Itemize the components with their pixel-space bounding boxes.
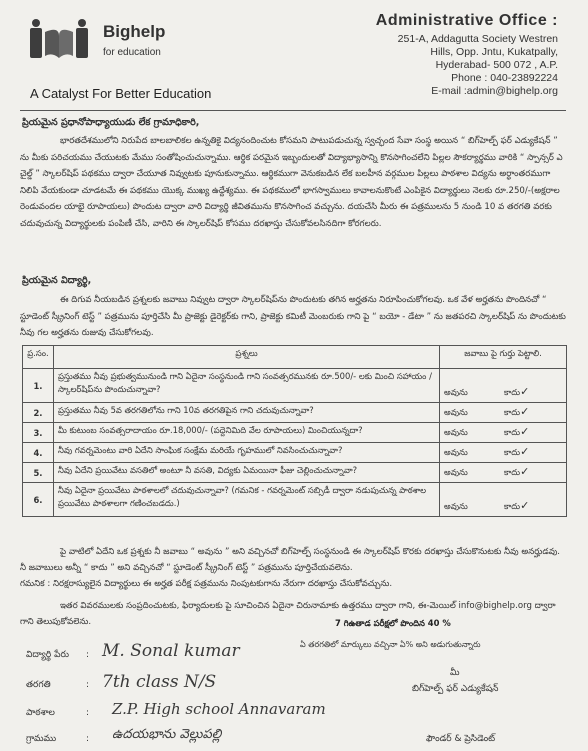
class-label: తరగతి xyxy=(26,680,51,690)
column-header-number: ప్ర.సం. xyxy=(23,346,54,369)
village-label: గ్రామము xyxy=(26,734,57,744)
answer-no-option[interactable]: కాదు xyxy=(504,427,521,437)
table-row xyxy=(23,369,567,403)
salutation-student: ప్రియమైన విద్యార్థి, xyxy=(22,275,92,286)
school-field: పాఠశాల : xyxy=(26,708,90,718)
checkmark-icon: ✓ xyxy=(520,465,530,478)
question-number: 1. xyxy=(23,369,54,403)
answer-options xyxy=(440,443,567,463)
signature-yours: మీ xyxy=(450,668,460,678)
checkmark-icon: ✓ xyxy=(520,499,530,512)
class-field: తరగతి : xyxy=(26,680,90,690)
question-number: 5. xyxy=(23,463,54,483)
question-text: మీ కుటుంబ సంవత్సరాదాయం రూ.18,000/- (పద్దెనిమిది వేల రూపాయలు) మించియున్నదా? xyxy=(54,423,440,443)
illiterate-note: గమనిక : నిరక్షరాస్యులైన విద్యార్థులు ఈ అర్హత పరీక్ష పత్రమును నింపుటకుగాను నేరుగా దరఖాస్తు చేసుకోవచ్చును. xyxy=(20,579,393,589)
office-address-line: Hills, Opp. Jntu, Kukatpally, xyxy=(430,46,558,58)
answer-yes-option[interactable]: అవును xyxy=(444,427,468,437)
salutation-headmaster: ప్రియమైన ప్రధానోపాధ్యాయుడు లేక గ్రామాధికారి, xyxy=(22,117,200,128)
signature-title: ఫౌండర్ & ప్రెసిడెంట్ xyxy=(426,734,496,744)
column-header-answer: జవాబు పై గుర్తు పెట్టాలి. xyxy=(440,346,567,369)
class-value: 7th class N/S xyxy=(102,672,217,692)
margin-handwritten-note: ఏ తరగతిలో మార్కులు వచ్చినా ఏ% అని అడుగుతున్నారు xyxy=(300,640,481,649)
answer-no-option[interactable]: కాదు xyxy=(504,467,521,477)
office-address-block xyxy=(376,12,558,98)
answer-yes-option[interactable]: అవును xyxy=(444,387,468,397)
table-header-row xyxy=(23,346,567,369)
bighelp-logo-icon xyxy=(28,18,90,62)
table-row xyxy=(23,463,567,483)
brand-subtitle: for education xyxy=(103,47,161,58)
table-row xyxy=(23,443,567,463)
answer-options xyxy=(440,369,567,403)
screening-questions-table xyxy=(22,345,567,517)
student-paragraph: ఈ దిగువ నీయబడిన ప్రశ్నలకు జవాబు నివ్వుట ద్వారా స్కాలర్‌షిప్‌ను పొందుటకు తగిన అర్హతను నిరూపించుకోగలవు. ఒక వేళ అర్హతను పొందినచో “ స్టూడెంట్ స్క్రీనింగ్ టెస్ట్ ” పత్రమును పూర్తిచేసి మీ ప్రాజెక్టు డైరెక్టర్‌కు గాని, ప్రాజెక్టు కమిటీ మెంబరుకు గాని పై “ బయో - డేటా ” ను జతపరచి స్కాలర్‌షిప్ ను పొందుటకు నీవు గల అర్హతను రుజువు చేసుకోగలవు. xyxy=(20,295,566,338)
office-address-line: 251-A, Addagutta Society Westren xyxy=(397,33,558,45)
brand-name: Bighelp xyxy=(103,22,166,41)
student-name-value: M. Sonal kumar xyxy=(102,641,240,661)
intro-paragraph: భారతదేశములోని నిరుపేద బాలబాలికల ఉన్నతికై విద్యనందించుట కోసమని పాటుపడుచున్న స్వచ్ఛంద సేవా సంస్థ అయిన “ బిగ్‌హెల్ప్ ఫర్ ఎడ్యుకేషన్ ” ను మీకు పరిచయము చేయుటకు మేము సంతోషించుచున్నాము. ఆర్థిక పరమైన ఇబ్బందులతో విద్యాభ్యాసాన్ని కొనసాగించలేని పిల్లల సౌకర్యార్థము వారికి “ స్పాన్సర్ ఎ చైల్డ్ ” స్కాలర్‌షిప్ పథకము ద్వారా చేయూత నివ్వుటకు పూనుకున్నాము. ఆర్థికముగా వెనుకబడిన లేక బలహీన వర్గముల పిల్లలు పాఠశాల విద్యను అర్ధాంతరముగా నిలిపి వేయకుండా చూడటమే ఈ పథకము యొక్క ముఖ్య ఉద్దేశ్యము. ఈ పథకములో భాగస్వాములు కావాలనుకొంటే ఎంపికైన విద్యార్థులు నెలకు రూ.250/-(అక్షరాల రెండువందల యాభై రూపాయలు) పొందుట ద్వారా వారి విద్యార్థి జీవితమును కొనసాగించ వచ్చును. దయచేసి మీరు ఈ పత్రములను 5 నుండి 10 వ తరగతి వరకు చదువుచున్న విద్యార్థులకు పంపిణీ చేసి, వారిని ఈ స్కాలర్‌షిప్ కోసము దరఖాస్తు చేసుకోవలసినదిగా కోరగలరు. xyxy=(20,136,563,229)
question-number: 2. xyxy=(23,403,54,423)
checkmark-icon: ✓ xyxy=(520,445,530,458)
office-email: E-mail :admin@bighelp.org xyxy=(431,85,558,97)
answer-no-option[interactable]: కాదు xyxy=(504,407,521,417)
answer-yes-option[interactable]: అవును xyxy=(444,447,468,457)
checkmark-icon: ✓ xyxy=(520,385,530,398)
student-name-label: విద్యార్థి పేరు xyxy=(26,650,69,660)
table-row xyxy=(23,403,567,423)
answer-options xyxy=(440,423,567,443)
answer-yes-option[interactable]: అవును xyxy=(444,467,468,477)
office-title: Administrative Office : xyxy=(375,12,558,29)
office-phone: Phone : 040-23892224 xyxy=(451,72,558,84)
question-text: నీవు ఏదైనా ప్రయివేటు పాఠశాలలో చదువుచున్నావా? (గమనిక - గవర్నమెంట్ సబ్సిడీ ద్వారా నడుపుచున్న పాఠశాల ప్రయివేటు పాఠశాలగా గణించబడదు.) xyxy=(54,483,440,517)
question-text: ప్రస్తుతము నీవు 5వ తరగతిలోను గాని 10వ తరగతిపైన గాని చదువుచున్నావా? xyxy=(54,403,440,423)
village-value: ఉదయభాను వెల్లుపల్లి xyxy=(112,727,222,742)
question-text: నీవు ఏదేని ప్రయివేటు వసతిలో అంటూ నీ వసతి, విద్యకు ఏమయినా ఫీజు చెల్లించుచున్నావా? xyxy=(54,463,440,483)
checkmark-icon: ✓ xyxy=(520,405,530,418)
answer-options xyxy=(440,463,567,483)
answer-yes-option[interactable]: అవును xyxy=(444,501,468,511)
school-value: Z.P. High school Annavaram xyxy=(112,700,326,718)
column-header-question: ప్రశ్నలు xyxy=(54,346,440,369)
answer-yes-option[interactable]: అవును xyxy=(444,407,468,417)
answer-no-option[interactable]: కాదు xyxy=(504,447,521,457)
question-text: నీవు గవర్నమెంటు వారి ఏదేని సాంఘిక సంక్షేమ మరియే గృహములో నివసించుచున్నావా? xyxy=(54,443,440,463)
student-name-field: విద్యార్థి పేరు : xyxy=(26,650,90,660)
question-number: 3. xyxy=(23,423,54,443)
eligibility-paragraph: పై వాటిలో ఏదేని ఒక ప్రశ్నకు నీ జవాబు “ అవును ” అని వచ్చినచో బిగ్‌హెల్ప్ సంస్థనుండి ఈ స్కాలర్‌షిప్ కొరకు దరఖాస్తు చేసుకొనుటకు నీవు అనర్హుడవు. నీ జవాబులు అన్నీ “ కాదు ” అని వచ్చినచో “ స్టూడెంట్ స్క్రీనింగ్ టెస్ట్ ” పత్రమును పూర్తిచేయవలెను. xyxy=(20,547,561,573)
question-number: 6. xyxy=(23,483,54,517)
signature-org: బిగ్‌హెల్ప్ ఫర్ ఎడ్యుకేషన్ xyxy=(412,684,499,694)
question-text: ప్రస్తుతము నీవు ప్రభుత్వమునుండి గాని ఏదైనా సంస్థనుండి గాని సంవత్సరమునకు రూ.500/- లకు మించి సహాయం / స్కాలర్‌షిప్‌ను పొందుచున్నావా? xyxy=(54,369,440,403)
table-row xyxy=(23,423,567,443)
village-field: గ్రామము : xyxy=(26,734,90,744)
contact-paragraph: ఇతర వివరములకు సంప్రదించుటకు, ఫిర్యాదులకు పై సూచించిన ఏదైనా చిరునామాకు ఉత్తరము ద్వారా గాని, ఈ-మెయిల్ info@bighelp.org ద్వారా గాని తెలుపుకోవలెను. xyxy=(20,601,556,627)
answer-options xyxy=(440,403,567,423)
table-row xyxy=(23,483,567,517)
question-number: 4. xyxy=(23,443,54,463)
answer-options xyxy=(440,483,567,517)
checkmark-icon: ✓ xyxy=(520,425,530,438)
letterhead xyxy=(0,0,588,110)
answer-no-option[interactable]: కాదు xyxy=(504,501,521,511)
office-address-line: Hyderabad- 500 072 , A.P. xyxy=(435,59,558,71)
header-divider xyxy=(20,110,566,111)
tagline: A Catalyst For Better Education xyxy=(30,86,212,101)
answer-no-option[interactable]: కాదు xyxy=(504,387,521,397)
school-label: పాఠశాల xyxy=(26,708,55,718)
handwritten-percent-note: 7 గిఉతాడ పరీక్షలో పొందిన 40 % xyxy=(335,618,451,628)
